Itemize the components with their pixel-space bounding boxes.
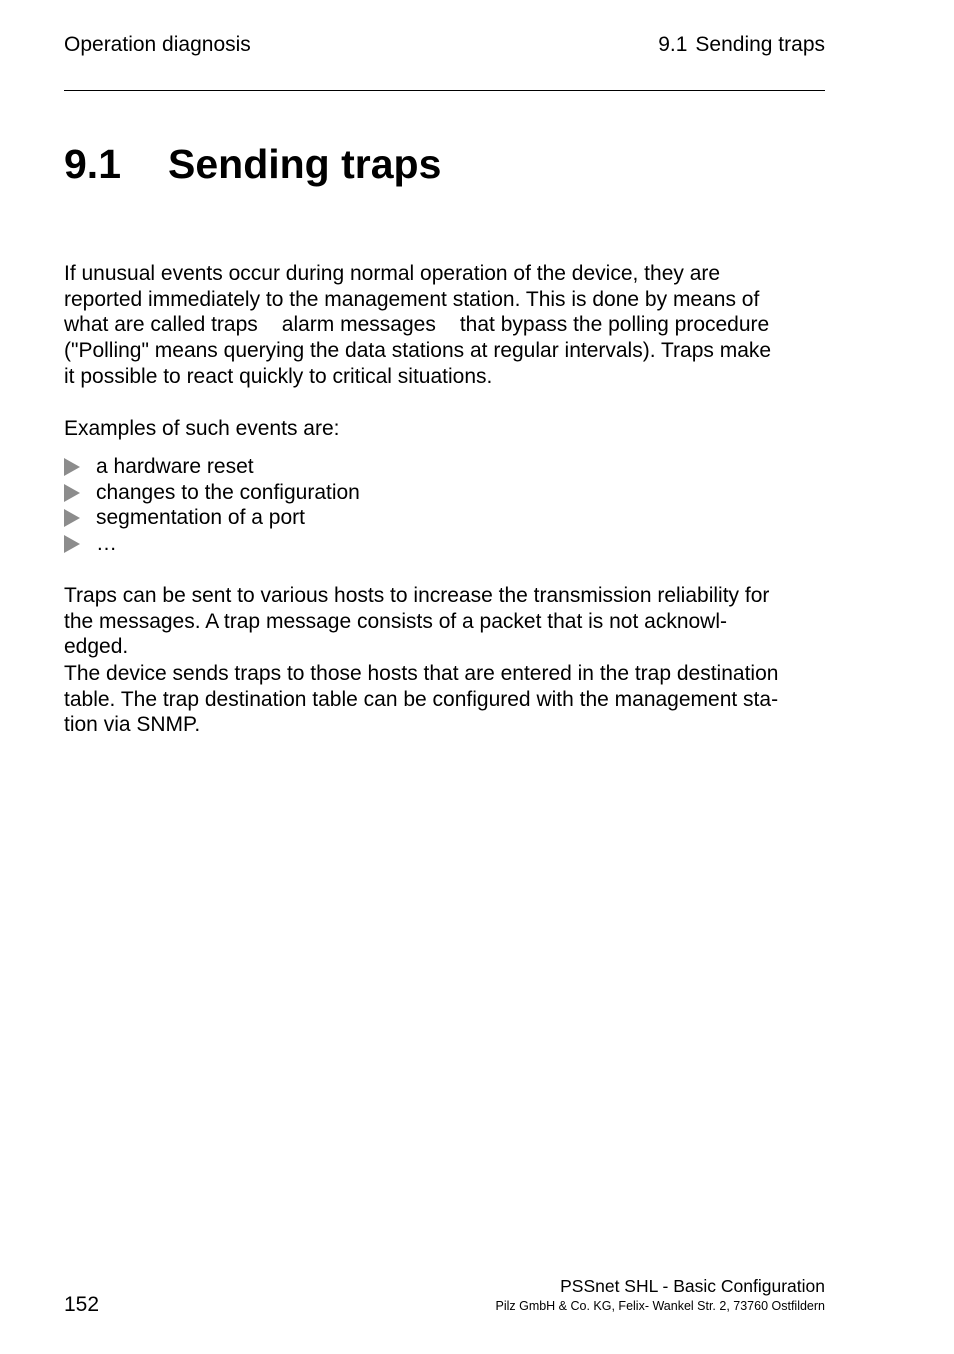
header-section-title (658, 32, 825, 58)
list-item (64, 505, 360, 531)
paragraph-line (64, 312, 829, 338)
list-item-text: … (96, 532, 117, 556)
list-item (64, 480, 360, 506)
paragraph-line: table. The trap destination table can be configured with the management sta- (64, 687, 779, 711)
line-segment: what are called traps (64, 313, 258, 337)
line-segment: alarm messages (281, 313, 436, 337)
header-divider (64, 90, 825, 91)
list-item (64, 531, 360, 557)
paragraph-line: If unusual events occur during normal operation of the device, they are (64, 262, 721, 285)
examples-list (64, 454, 360, 557)
header-chapter-title: Operation diagnosis (64, 33, 251, 56)
paragraph-line: it possible to react quickly to critical situations. (64, 364, 493, 388)
title-section-number: 9.1 (64, 141, 121, 187)
reliability-paragraph (64, 583, 829, 660)
footer-product-title: PSSnet SHL - Basic Configuration (560, 1276, 825, 1296)
destination-paragraph (64, 661, 829, 738)
list-item-text: a hardware reset (96, 455, 254, 478)
title-text: Sending traps (168, 141, 442, 187)
paragraph-line: Traps can be sent to various hosts to increase the transmission reliability for (64, 584, 770, 607)
paragraph-line: tion via SNMP. (64, 713, 201, 737)
paragraph-line: edged. (64, 635, 129, 659)
line-segment: that bypass the polling procedure (459, 313, 770, 337)
list-item-text: changes to the configuration (96, 480, 360, 504)
list-item (64, 454, 360, 480)
paragraph-line: the messages. A trap message consists of a packet that is not acknowl- (64, 609, 728, 633)
header-section-number: 9.1 (658, 33, 688, 56)
paragraph-line: ("Polling" means querying the data stations at regular intervals). Traps make (64, 339, 772, 363)
examples-intro: Examples of such events are: (64, 417, 340, 440)
header-section-name: Sending traps (695, 33, 825, 56)
arrow-right-icon (64, 458, 80, 476)
paragraph-line: reported immediately to the management station. This is done by means of (64, 287, 760, 311)
intro-paragraph (64, 261, 829, 390)
footer-address: Pilz GmbH & Co. KG, Felix- Wankel Str. 2, 73760 Ostfildern (495, 1299, 825, 1313)
arrow-right-icon (64, 535, 80, 553)
list-item-text: segmentation of a port (96, 506, 305, 530)
page-number: 152 (64, 1293, 100, 1316)
arrow-right-icon (64, 509, 80, 527)
arrow-right-icon (64, 484, 80, 502)
page-title (64, 138, 441, 190)
paragraph-line: The device sends traps to those hosts that are entered in the trap destination (64, 662, 779, 685)
